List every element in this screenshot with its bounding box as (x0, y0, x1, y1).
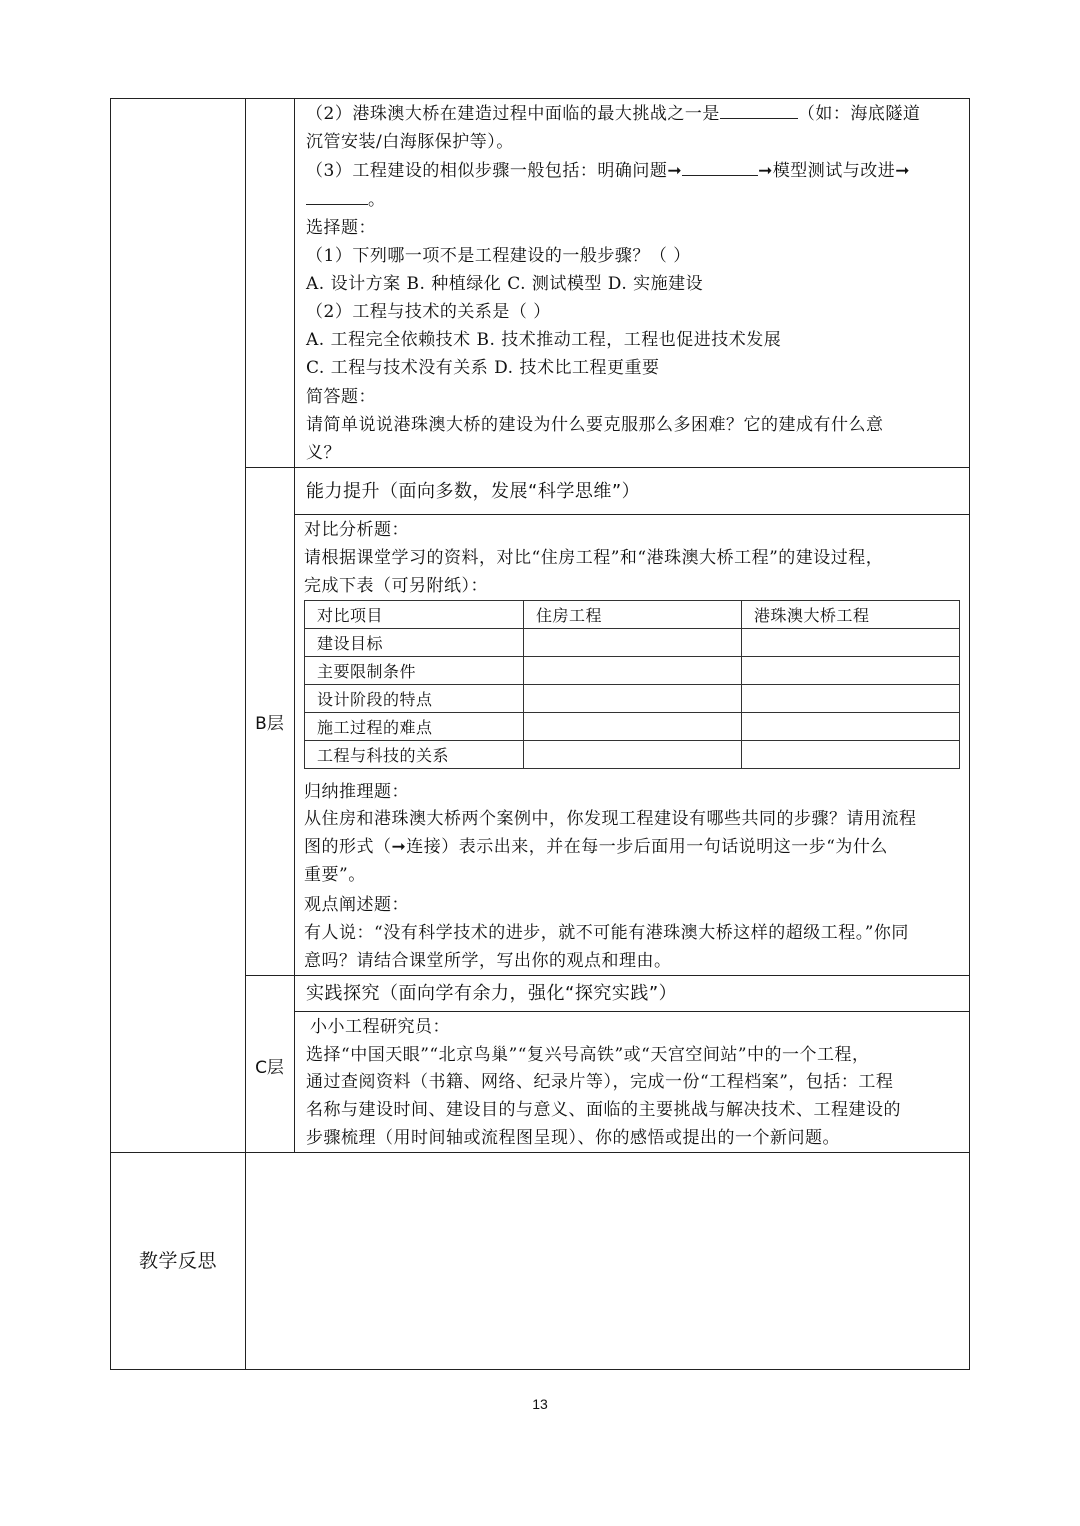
table-cell-answer[interactable] (524, 713, 742, 741)
choice-q2-options-1: A. 工程完全依赖技术 B. 技术推动工程，工程也促进技术发展 (306, 330, 782, 350)
table-row (305, 741, 960, 769)
table-cell-answer[interactable] (742, 685, 960, 713)
short-answer-heading: 简答题： (306, 387, 376, 407)
comparison-table (304, 600, 960, 769)
table-cell-answer[interactable] (742, 629, 960, 657)
short-answer-line2: 义？ (306, 443, 341, 463)
table-cell-answer[interactable] (742, 657, 960, 685)
table-cell-answer[interactable] (742, 713, 960, 741)
table-row (305, 657, 960, 685)
table-cell-answer[interactable] (524, 685, 742, 713)
fill-q2-line2: 沉管安装/白海豚保护等）。 (306, 132, 514, 152)
section-c-header: 实践探究（面向学有余力，强化“探究实践”） (306, 983, 678, 1004)
fill-q2-suffix: （如：海底隧道 (797, 104, 921, 124)
table-cell-answer[interactable] (524, 629, 742, 657)
research-heading: 小小工程研究员： (310, 1017, 450, 1037)
induction-line1: 从住房和港珠澳大桥两个案例中，你发现工程建设有哪些共同的步骤？请用流程 (304, 809, 917, 829)
induction-heading: 归纳推理题： (304, 782, 409, 802)
table-header-cell: 港珠澳大桥工程 (742, 601, 960, 629)
table-row-label: 工程与科技的关系 (305, 741, 524, 769)
answer-blank[interactable] (682, 159, 758, 176)
reflection-area[interactable] (247, 1154, 968, 1368)
fill-q3-end: 。 (368, 190, 386, 210)
table-row-label: 建设目标 (305, 629, 524, 657)
choice-question-1: （1）下列哪一项不是工程建设的一般步骤？（ ） (306, 246, 691, 266)
fill-q3-mid: ➞模型测试与改进➞ (758, 161, 911, 181)
research-line1: 选择“中国天眼”“北京鸟巢”“复兴号高铁”或“天宫空间站”中的一个工程， (306, 1045, 870, 1065)
fill-question-2 (306, 100, 920, 128)
compare-line1: 请根据课堂学习的资料，对比“住房工程”和“港珠澳大桥工程”的建设过程， (304, 548, 884, 568)
choice-q1-options: A. 设计方案 B. 种植绿化 C. 测试模型 D. 实施建设 (306, 274, 704, 294)
opinion-line2: 意吗？请结合课堂所学，写出你的观点和理由。 (304, 951, 672, 971)
table-cell-answer[interactable] (742, 741, 960, 769)
table-row (305, 685, 960, 713)
fill-q3-line2 (306, 186, 386, 214)
reflection-label: 教学反思 (138, 1250, 217, 1272)
table-row (305, 713, 960, 741)
section-b-header: 能力提升（面向多数，发展“科学思维”） (306, 481, 641, 502)
fill-q2-text: （2）港珠澳大桥在建造过程中面临的最大挑战之一是 (306, 104, 720, 124)
page-number: 13 (532, 1396, 548, 1412)
table-row-label: 设计阶段的特点 (305, 685, 524, 713)
choice-question-2: （2）工程与技术的关系是（ ） (306, 302, 551, 322)
table-row (305, 629, 960, 657)
fill-question-3 (306, 157, 910, 185)
compare-line2: 完成下表（可另附纸）： (304, 576, 488, 596)
answer-blank[interactable] (720, 102, 798, 119)
induction-line2: 图的形式（➞连接）表示出来，并在每一步后面用一句话说明这一步“为什么 (304, 837, 888, 857)
fill-q3-prefix: （3）工程建设的相似步骤一般包括：明确问题➞ (306, 161, 683, 181)
table-row-label: 施工过程的难点 (305, 713, 524, 741)
opinion-heading: 观点阐述题： (304, 895, 409, 915)
induction-line3: 重要”。 (304, 865, 366, 885)
research-line2: 通过查阅资料（书籍、网络、纪录片等），完成一份“工程档案”，包括：工程 (306, 1072, 894, 1092)
layer-c-label: C层 (255, 1058, 284, 1078)
choice-heading: 选择题： (306, 218, 376, 238)
compare-heading: 对比分析题： (304, 520, 409, 540)
opinion-line1: 有人说：“没有科学技术的进步，就不可能有港珠澳大桥这样的超级工程。”你同 (304, 923, 909, 943)
choice-q2-options-2: C. 工程与技术没有关系 D. 技术比工程更重要 (306, 358, 660, 378)
table-header-cell: 对比项目 (305, 601, 524, 629)
short-answer-line1: 请简单说说港珠澳大桥的建设为什么要克服那么多困难？它的建成有什么意 (306, 415, 884, 435)
layer-b-label: B层 (255, 714, 284, 734)
research-line4: 步骤梳理（用时间轴或流程图呈现）、你的感悟或提出的一个新问题。 (306, 1128, 840, 1148)
answer-blank[interactable] (306, 188, 368, 205)
research-line3: 名称与建设时间、建设目的与意义、面临的主要挑战与解决技术、工程建设的 (306, 1100, 901, 1120)
table-cell-answer[interactable] (524, 657, 742, 685)
table-header-cell: 住房工程 (524, 601, 742, 629)
table-row-label: 主要限制条件 (305, 657, 524, 685)
table-header-row (305, 601, 960, 629)
table-cell-answer[interactable] (524, 741, 742, 769)
